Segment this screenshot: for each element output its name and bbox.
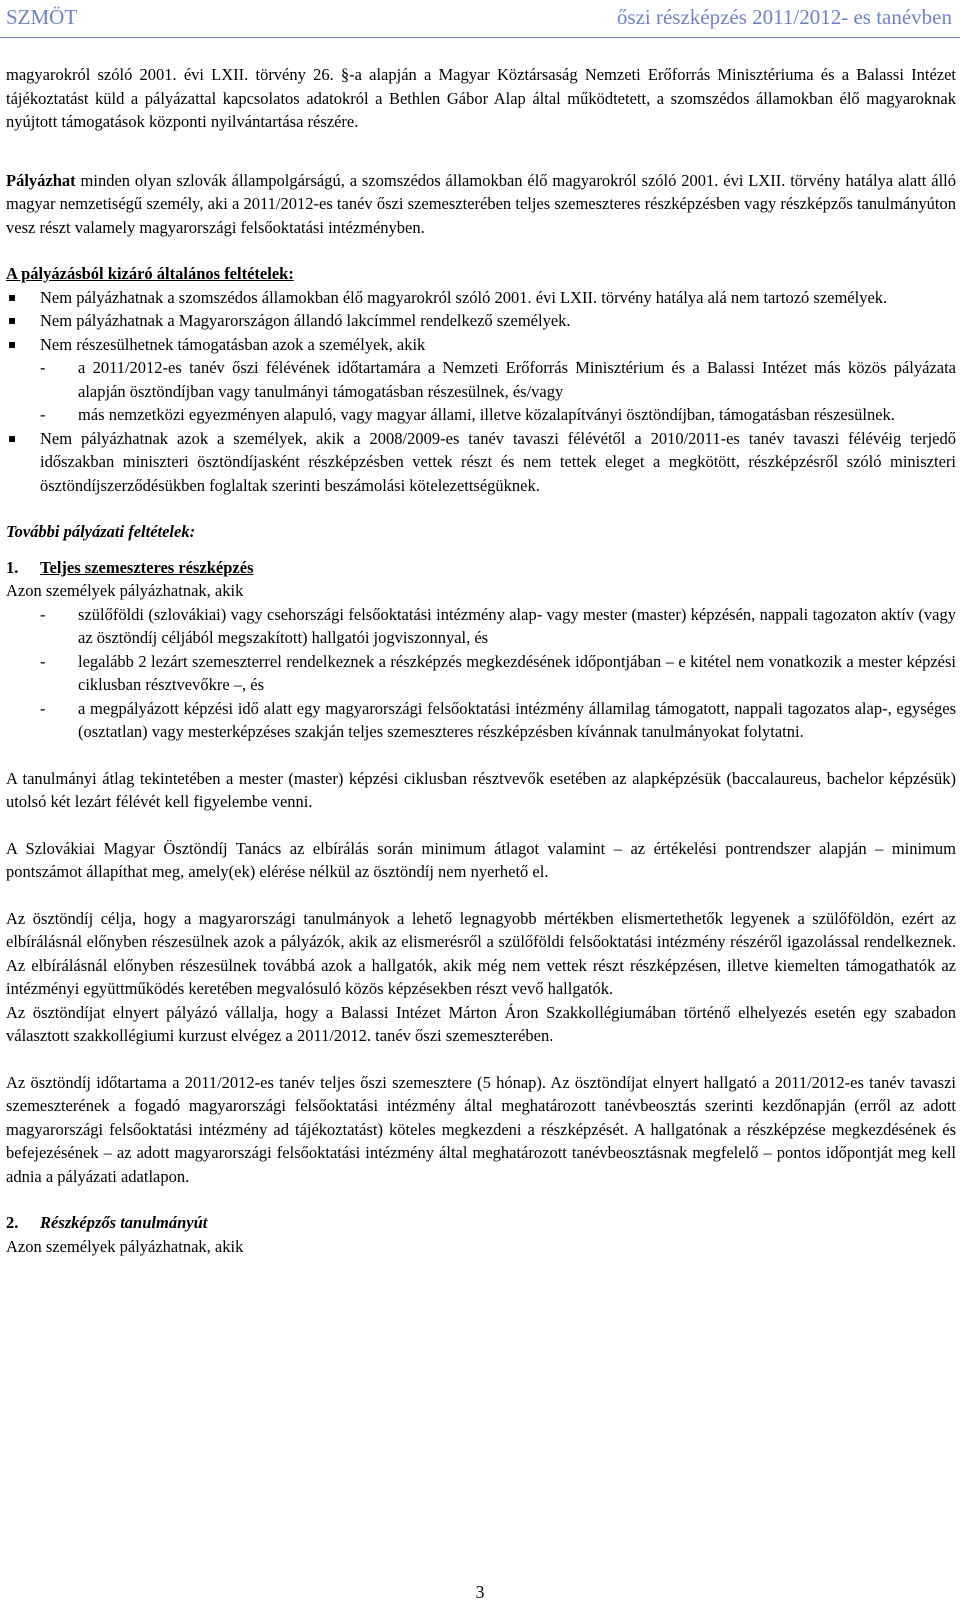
- eligibility-paragraph: [6, 169, 956, 240]
- section-2-lead: Azon személyek pályázhatnak, akik: [6, 1236, 244, 1256]
- dash-marker: -: [40, 698, 46, 718]
- bullet-marker: ▪: [8, 289, 17, 304]
- document-body: [6, 63, 956, 1258]
- marton-paragraph: Az ösztöndíjat elnyert pályázó vállalja, hogy a Balassi Intézet Márton Áron Szakkollégiumában történő elhelyezés esetén egy szabadon választott szakkollégiumi kurzust elvégez a 2011/2012. tanév őszi szemeszterében.: [6, 1002, 956, 1045]
- exclusion-subitem-2: - más nemzetközi egyezményen alapuló, vagy magyar állami, illetve közalapítványi ösztöndíjban, támogatásban részesülnek.: [6, 403, 956, 427]
- dash-marker: -: [40, 405, 46, 424]
- eligibility-text: minden olyan szlovák állampolgárságú, a szomszédos államokban élő magyarokról szóló 2001. évi LXII. törvény hatálya alatt álló magyar nemzetiségű személy, aki a 2011/2012-es tanév őszi szemeszterében teljes szemeszteres részképzésben vagy részképzős tanulmányúton vesz részt valamely magyarországi felsőoktatási intézményben.: [6, 170, 956, 237]
- bullet-marker: ▪: [8, 336, 17, 351]
- duration-paragraph: Az ösztöndíj időtartama a 2011/2012-es tanév teljes őszi szemesztere (5 hónap). Az ösztöndíjat elnyert hallgató a 2011/2012-es tanév tavaszi szemeszterének a fogadó magyarországi felsőoktatási intézmény által meghatározott tanévbeosztás szerinti kezdőnapján (erről az adott magyarországi felsőoktatási intézmény ad tájékoztatást) köteles megkezdeni a részképzését. A hallgatónak a részképzése megkezdésének és befejezésének – az adott magyarországi felsőoktatási intézmény által meghatározott tanévbeosztásnak megfelelő – pontos időpontját meg kell adnia a pályázati adatlapon.: [6, 1072, 956, 1186]
- dash-marker: -: [40, 604, 46, 624]
- page-number: 3: [475, 1582, 485, 1602]
- bullet-marker: ▪: [8, 313, 17, 327]
- council-paragraph: A Szlovákiai Magyar Ösztöndíj Tanács az elbírálás során minimum átlagot valamint – az értékelési pontrendszer alapján – minimum pontszámot állapíthat meg, amely(ek) elérése nélkül az ösztöndíj nem nyerhető el.: [6, 838, 956, 881]
- exclusion-item-3: ▪ Nem részesülhetnek támogatásban azok a személyek, akik: [6, 333, 956, 357]
- exclusion-item-4: ▪ Nem pályázhatnak azok a személyek, akik a 2008/2009-es tanév tavaszi félévétől a 2010/2011-es tanév tavaszi félévéig terjedő időszakban miniszteri ösztöndíjasként részképzésben vettek részt és nem tettek eleget a megkötött, részképzésről szóló miniszteri ösztöndíjszerződésükben foglaltak szerinti beszámolási kötelezettségüknek.: [8, 428, 956, 495]
- section-1-lead: Azon személyek pályázhatnak, akik: [6, 581, 244, 600]
- section-2-heading: 2. Részképzős tanulmányút: [6, 1213, 208, 1232]
- section-1-item-1: - szülőföldi (szlovákiai) vagy csehországi felsőoktatási intézmény alap- vagy mester (master) képzésén, nappali tagozaton aktív (vagy az ösztöndíj céljából megszakított) hallgatói jogviszonnyal, és: [40, 604, 956, 647]
- further-conditions-heading: További pályázati feltételek:: [6, 522, 196, 541]
- exclusion-subitem-1: - a 2011/2012-es tanév őszi félévének időtartamára a Nemzeti Erőforrás Minisztérium és a Balassi Intézet más közös pályázata alapján ösztöndíjban vagy tanulmányi támogatásban részesülnek, és/vagy: [40, 358, 956, 401]
- header-org: SZMÖT: [6, 5, 78, 29]
- section-1-item-3: - a megpályázott képzési idő alatt egy magyarországi felsőoktatási intézmény államilag támogatott, nappali tagozatos alap-, egységes (osztatlan) vagy mesterképzéses szakján teljes szemeszteres részképzésben kívánnak tanulmányokat folytatni.: [40, 698, 956, 741]
- page-header: [0, 0, 960, 38]
- dash-marker: -: [40, 651, 46, 671]
- section-1-heading: 1. Teljes szemeszteres részképzés: [6, 557, 254, 577]
- exclusion-item-1: ▪ Nem pályázhatnak a szomszédos államokban élő magyarokról szóló 2001. évi LXII. törvény hatálya alá nem tartozó személyek.: [6, 286, 956, 310]
- exclusion-heading: A pályázásból kizáró általános feltételek:: [6, 264, 294, 283]
- dash-marker: -: [40, 358, 46, 377]
- average-paragraph: A tanulmányi átlag tekintetében a mester (master) képzési ciklusban résztvevők esetében az alapképzésük (baccalaureus, bachelor képzésük) utolsó két lezárt félévét kell figyelembe venni.: [6, 768, 956, 811]
- section-1-item-2: - legalább 2 lezárt szemeszterrel rendelkeznek a részképzés megkezdésének időpontjában – e kitétel nem vonatkozik a mester képzési ciklusban résztvevőkre –, és: [40, 651, 956, 694]
- goal-paragraph: Az ösztöndíj célja, hogy a magyarországi tanulmányok a lehető legnagyobb mértékben elismertethetők legyenek a szülőföldön, ezért az elbírálásnál előnyben részesülnek azok a pályázók, akik az elismerésről a szülőföldi felsőoktatási intézmény részéről igazolással rendelkeznek. Az elbírálásnál előnyben részesülnek továbbá azok a hallgatók, akik még nem vettek részt részképzésen, illetve kiemelten támogathatók az intézményi együttműködés keretében megvalósuló közös képzésekben részt vevő hallgatók.: [6, 908, 956, 998]
- eligibility-lead: Pályázhat: [6, 170, 76, 190]
- exclusion-item-2: ▪ Nem pályázhatnak a Magyarországon állandó lakcímmel rendelkező személyek.: [6, 309, 956, 333]
- header-title: őszi részképzés 2011/2012- es tanévben: [616, 5, 952, 29]
- bullet-marker: ▪: [8, 430, 17, 445]
- intro-paragraph: magyarokról szóló 2001. évi LXII. törvény 26. §-a alapján a Magyar Köztársaság Nemzeti Erőforrás Minisztériuma és a Balassi Intézet tájékoztatást küld a pályázattal kapcsolatos adatokról a Bethlen Gábor Alap által működtetett, a szomszédos államokban élő magyaroknak nyújtott támogatások központi nyilvántartása részére.: [6, 65, 956, 131]
